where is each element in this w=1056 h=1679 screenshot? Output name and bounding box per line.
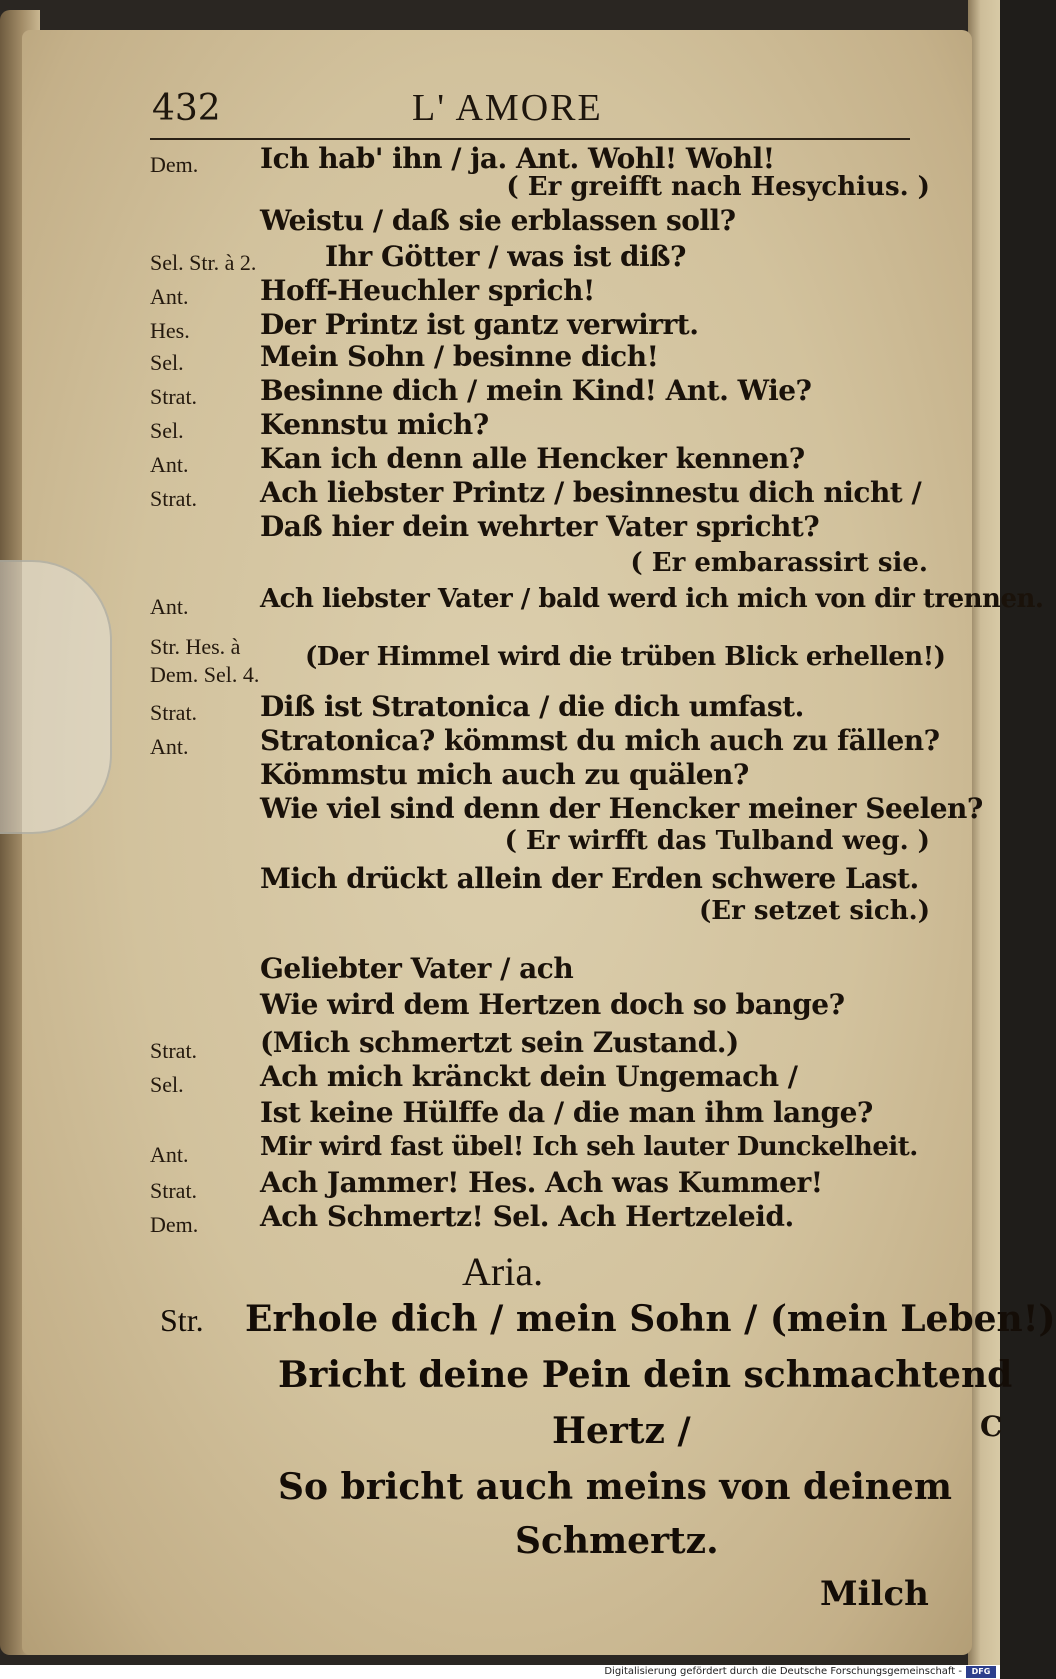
dialogue-line: (Mich schmertzt sein Zustand.) [260, 1026, 739, 1059]
dialogue-line: Ach Jammer! Hes. Ach was Kummer! [260, 1166, 823, 1199]
speaker: Sel. Str. à 2. [150, 250, 257, 275]
aria-line: Schmertz. [515, 1520, 719, 1562]
speaker: Strat. [150, 384, 198, 409]
dialogue-line: Diß ist Stratonica / die dich umfast. [260, 690, 804, 723]
speaker: Strat. [150, 486, 198, 511]
page-clip [0, 560, 112, 834]
dialogue-line: Daß hier dein wehrter Vater spricht? [260, 510, 820, 543]
dialogue-line: Mein Sohn / besinne dich! [260, 340, 659, 373]
dialogue-line: Ach mich kränckt dein Ungemach / [260, 1060, 798, 1093]
dialogue-line: Mich drückt allein der Erden schwere Last. [260, 862, 919, 895]
speaker: Dem. [150, 1212, 199, 1237]
dialogue-line: Hoff-Heuchler sprich! [260, 274, 595, 307]
speaker: Sel. [150, 1072, 184, 1097]
dialogue-line: Der Printz ist gantz verwirrt. [260, 308, 699, 341]
speaker: Strat. [150, 1038, 198, 1063]
speaker: Sel. [150, 418, 184, 443]
speaker: Ant. [150, 594, 189, 619]
aria-line: Hertz / [552, 1410, 691, 1452]
speaker: Ant. [150, 284, 189, 309]
aria-line: Erhole dich / mein Sohn / (mein Leben!) [245, 1298, 1056, 1340]
dialogue-line: Ist keine Hülffe da / die man ihm lange? [260, 1096, 873, 1129]
dialogue-line: Wie wird dem Hertzen doch so bange? [260, 988, 845, 1021]
dialogue-line: Ach liebster Vater / bald werd ich mich von dir trennen. [260, 584, 1044, 614]
dialogue-line: (Der Himmel wird die trüben Blick erhellen!) [305, 642, 946, 672]
dialogue-line: Kömmstu mich auch zu quälen? [260, 758, 749, 791]
dialogue-line: Wie viel sind denn der Hencker meiner Seelen? [260, 792, 983, 825]
dialogue-line: Kennstu mich? [260, 408, 489, 441]
speaker: Hes. [150, 318, 190, 343]
page-number: 432 [152, 88, 221, 129]
aria-line: Bricht deine Pein dein schmachtend [278, 1354, 1013, 1396]
dialogue-line: Mir wird fast übel! Ich seh lauter Dunckelheit. [260, 1132, 918, 1162]
stage-direction: ( Er wirfft das Tulband weg. ) [504, 826, 930, 856]
dfg-logo: DFG [966, 1666, 996, 1678]
speaker: Dem. [150, 152, 199, 177]
stage-direction: ( Er embarassirt sie. [630, 548, 928, 578]
dialogue-line: Ach liebster Printz / besinnestu dich nicht / [260, 476, 922, 509]
aria-heading: Aria. [462, 1249, 544, 1294]
speaker: Strat. [150, 700, 198, 725]
dialogue-line: Ach Schmertz! Sel. Ach Hertzeleid. [260, 1200, 794, 1233]
dialogue-line: Geliebter Vater / ach [260, 952, 574, 985]
footer-credit: Digitalisierung gefördert durch die Deutsche Forschungsgemeinschaft - [604, 1666, 962, 1677]
speaker: Str. Hes. à [150, 634, 241, 659]
stage-direction: ( Er greifft nach Hesychius. ) [506, 172, 930, 202]
dialogue-line: Stratonica? kömmst du mich auch zu fällen? [260, 724, 940, 757]
dialogue-line: Weistu / daß sie erblassen soll? [260, 204, 736, 237]
dialogue-line: Besinne dich / mein Kind! Ant. Wie? [260, 374, 812, 407]
speaker: Ant. [150, 452, 189, 477]
stage-direction: (Er setzet sich.) [698, 896, 930, 926]
dialogue-line: Ich hab' ihn / ja. Ant. Wohl! Wohl! [260, 142, 775, 175]
catchword: Milch [820, 1574, 929, 1614]
aria-speaker: Str. [160, 1302, 204, 1338]
dialogue-line: Ihr Götter / was ist diß? [325, 240, 686, 273]
facing-page-letter: C [980, 1410, 1003, 1443]
header-rule [150, 138, 910, 140]
speaker: Dem. Sel. 4. [150, 662, 260, 687]
running-title: L' AMORE [412, 87, 603, 129]
speaker: Ant. [150, 1142, 189, 1167]
speaker: Sel. [150, 350, 184, 375]
dialogue-line: Kan ich denn alle Hencker kennen? [260, 442, 805, 475]
speaker: Ant. [150, 734, 189, 759]
aria-line: So bricht auch meins von deinem [278, 1466, 952, 1508]
speaker: Strat. [150, 1178, 198, 1203]
